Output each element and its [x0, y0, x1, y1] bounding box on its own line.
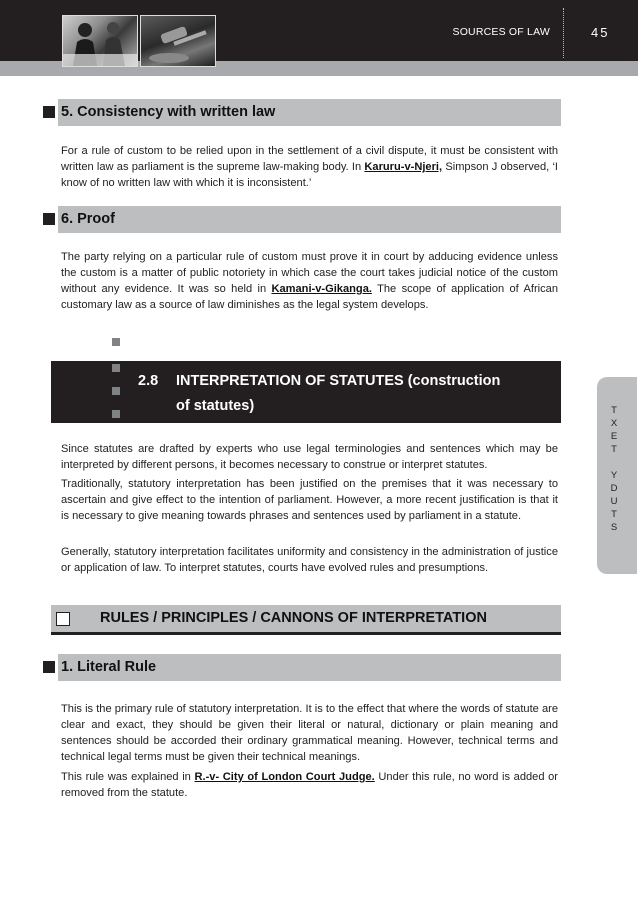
header-photo-people [62, 15, 138, 67]
section-bullet-square [43, 106, 55, 118]
case-citation: Kamani-v-Gikanga. [271, 283, 372, 295]
section-bullet-square [43, 213, 55, 225]
side-tab-label: T X E T Y D U T S [610, 405, 618, 533]
section6-paragraph: The party relying on a particular rule of custom must prove it in court by adducing evidence unless the custom is a matter of public notoriety in which case the court takes judicial notice of the custom without any evidence. It was so held in Kamani-v-Gikanga. The scope of application of African customary law as a source of law diminishes as the legal system develops. [61, 251, 558, 311]
literal-rule-paragraph: This rule was explained in R.-v- City of London Court Judge. Under this rule, no word is added or removed from the statute. [61, 771, 559, 799]
chapter-section-number: 2.8 [138, 373, 159, 389]
section-heading: 6. Proof [61, 211, 115, 227]
chapter-heading-band [51, 361, 561, 423]
interpretation-paragraph: Traditionally, statutory interpretation has been justified on the premises that it was necessary to ascertain and give effect to the intention of parliament. However, a more recent justification is that it is necessary to give meaning towards phrases and sentences used by parliament in a statute. [61, 478, 558, 522]
case-citation: R.-v- City of London Court Judge. [194, 771, 375, 783]
section5-paragraph: For a rule of custom to be relied upon in the settlement of a civil dispute, it must be consistent with written law as parliament is the supreme law-making body. In Karuru-v-Njeri, Simpson J observed, ‘I know of no written law with which it is inconsistent.’ [61, 145, 558, 189]
decorative-square [112, 364, 120, 372]
section-heading: 1. Literal Rule [61, 659, 157, 675]
section-heading-bar [58, 99, 561, 126]
decorative-square [112, 410, 120, 418]
page-number: 45 [591, 25, 610, 40]
section-heading: 5. Consistency with written law [61, 104, 276, 120]
chapter-heading-line2: of statutes) [176, 398, 255, 414]
section-heading-bar [58, 206, 561, 233]
rules-heading: RULES / PRINCIPLES / CANNONS OF INTERPRETATION [100, 610, 487, 626]
running-header-title: SOURCES OF LAW [452, 26, 550, 38]
literal-rule-paragraph: This is the primary rule of statutory interpretation. It is to the effect that where the words of statute are clear and exact, they should be given their literal or natural, dictionary or plain meaning and sentences should be accorded their ordinary grammatical meaning. However, technical terms and technical legal terms must be given their technical meanings. [61, 703, 558, 763]
interpretation-paragraph: Since statutes are drafted by experts who use legal terminologies and sentences which may be interpreted by different persons, it becomes necessary to construe or interpret statutes. [61, 443, 558, 471]
checkbox-square-icon [56, 612, 70, 626]
header-divider [563, 8, 564, 58]
chapter-heading-line1: INTERPRETATION OF STATUTES (construction [176, 373, 501, 389]
header-photo-gavel [140, 15, 216, 67]
section-heading-bar [58, 654, 561, 681]
decorative-square [112, 387, 120, 395]
case-citation: Karuru-v-Njeri, [364, 161, 443, 173]
decorative-square [112, 338, 120, 346]
interpretation-paragraph: Generally, statutory interpretation facilitates uniformity and consistency in the administration of justice or application of law. To interpret statutes, courts have evolved rules and presumptions. [61, 546, 558, 574]
section-bullet-square [43, 661, 55, 673]
